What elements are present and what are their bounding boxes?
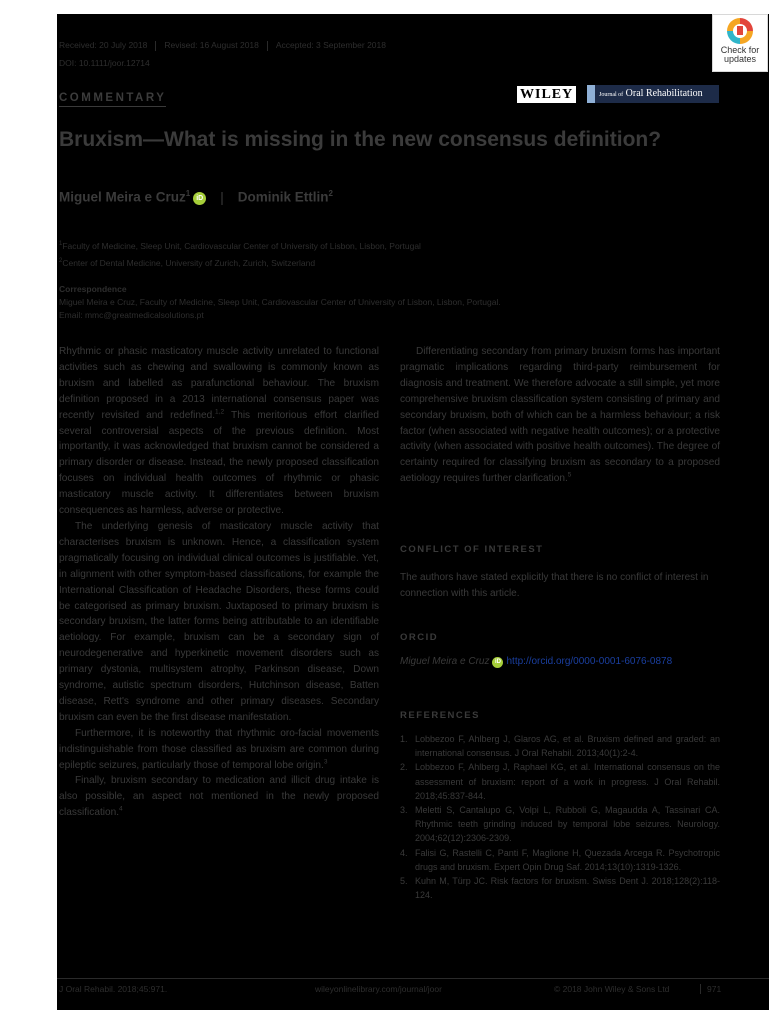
body-paragraph: Differentiating secondary from primary bruxism forms has important pragmatic implications regarding third-party reimbursement for diagnosis and treatment. We therefore advocate a still simple, yet more comprehensive bruxism classification system consisting of primary and secondary bruxism, both of which can be a harmless behaviour; a risk factor (when associated with negative health outcomes); or a protective activity (when associated with positive health outcomes). The degree of certainty required for classifying bruxism as secondary to a proposed aetiology requires further clarification.$^5$: [400, 346, 720, 485]
section-label: COMMENTARY: [59, 92, 166, 107]
footer-citation: J Oral Rehabil. 2018;45:971.: [59, 984, 168, 994]
reference-item: 3. Meletti S, Cantalupo G, Volpi L, Rubboli G, Magaudda A, Tassinari CA. Rhythmic teeth grinding induced by temporal lobe seizures. Neurology. 2004;62(12):2306-2309.: [400, 805, 720, 844]
accepted-date: Accepted: 3 September 2018: [275, 40, 386, 50]
orcid-author: Miguel Meira e Cruz: [400, 656, 490, 667]
citation-marker: 5: [567, 471, 572, 479]
author-affil-marker: 2: [328, 189, 333, 198]
citation-marker: 3: [323, 758, 328, 766]
author-affil-marker: 1: [185, 189, 191, 198]
revised-date: Revised: 16 August 2018: [164, 40, 259, 50]
author-separator: |: [220, 189, 224, 205]
orcid-entry: [400, 656, 672, 668]
affiliation-text: Center of Dental Medicine, University of Zurich, Zurich, Switzerland: [62, 258, 316, 268]
divider: [267, 41, 268, 51]
body-paragraph: Finally, bruxism secondary to medication and illicit drug intake is also possible, an aspect not mentioned in the newly proposed classification.$^4$: [59, 775, 379, 819]
badge-line-1: Check for: [720, 45, 760, 55]
badge-line-2: updates: [723, 54, 757, 64]
affil-marker: 2: [59, 258, 63, 265]
reference-item: 5. Kuhn M, Türp JC. Risk factors for bruxism. Swiss Dent J. 2018;128(2):118-124.: [400, 876, 720, 901]
correspondence-email: Email: mmc@greatmedicalsolutions.pt: [59, 310, 204, 320]
crossmark-icon: [727, 18, 753, 44]
page-footer: [57, 978, 769, 994]
reference-item: 2. Lobbezoo F, Ahlberg J, Raphael KG, et al. International consensus on the assessment of bruxism: report of a work in progress. J Oral Rehabil. 2018;45:837-844.: [400, 762, 720, 801]
affil-marker: 1: [59, 241, 63, 248]
orcid-icon: iD: [492, 657, 503, 668]
body-paragraph: Furthermore, it is noteworthy that rhythmic oro-facial movements indistinguishable from those classified as bruxism are common during epileptic seizures, particularly those of temporal lobe origin.$^3$: [59, 727, 379, 771]
orcid-heading: ORCID: [400, 632, 439, 643]
affiliation-text: Faculty of Medicine, Sleep Unit, Cardiovascular Center of University of Lisbon, Lisbon, Portugal: [62, 241, 421, 251]
article-title: Bruxism—What is missing in the new consensus definition?: [59, 128, 662, 151]
check-for-updates-badge[interactable]: [712, 14, 768, 72]
body-column-left: [59, 344, 379, 821]
history-dates: [59, 40, 386, 51]
conflict-heading: CONFLICT OF INTEREST: [400, 544, 544, 555]
bookmark-icon: [737, 26, 743, 35]
article-page: [57, 14, 769, 1010]
body-paragraph: The underlying genesis of masticatory muscle activity that characterises bruxism is unknown. Hence, a classification system pragmatically focusing on individual clinical outcomes is justifiable. Yet, in alignment with other symptom-based classifications, for example the International Classification of Headache Disorders, these forms could be categorised as primary bruxism. Juxtaposed to primary bruxism is secondary bruxism, the latter forms being attributable to an identifiable aetiology. For example, bruxism can be a secondary sign of neurodegenerative and hyperkinetic movement disorders such as primary dystonia, multisystem atrophy, Parkinson disease, Down syndrome, autistic spectrum disorders, Hutchinson disease, Batten disease, Rett's syndrome and other primary diseases. Secondary bruxism can even be the first disease manifestation.: [59, 520, 379, 723]
author-name: Miguel Meira e Cruz: [59, 189, 186, 205]
author-line: [59, 189, 333, 205]
references-heading: REFERENCES: [400, 710, 480, 721]
body-paragraph: Rhythmic or phasic masticatory muscle activity unrelated to functional activities such as chewing and swallowing is commonly known as bruxism and labelled as parafunctional behaviour. The bruxism definition proposed in a 2013 international consensus paper was recently revisited and redefined.$^{1,2}$ This meritorious effort clarified several controversial aspects of the previous definition. Most importantly, it was acknowledged that bruxism cannot be considered a primary disorder or disease. Instead, the newly proposed classification focuses on individual health outcomes of rhythmic or phasic masticatory muscle activity. It differentiates between bruxism consequences as harmless, adverse or protective.: [59, 346, 379, 517]
citation-marker: 4: [119, 805, 123, 813]
affiliation: [59, 258, 315, 268]
author-name: Dominik Ettlin: [237, 189, 329, 205]
correspondence-address: Miguel Meira e Cruz, Faculty of Medicine, Sleep Unit, Cardiovascular Center of University of Lisbon, Lisbon, Portugal.: [59, 297, 501, 307]
body-column-right: [400, 344, 720, 487]
journal-prefix: Journal of: [599, 92, 624, 98]
correspondence-heading: Correspondence: [59, 284, 127, 294]
conflict-text: The authors have stated explicitly that there is no conflict of interest in connection with this article.: [400, 572, 709, 599]
reference-item: 1. Lobbezoo F, Ahlberg J, Glaros AG, et al. Bruxism defined and graded: an international consensus. J Oral Rehabil. 2013;40(1):2-4.: [400, 734, 720, 759]
reference-list: [400, 732, 720, 902]
divider: [155, 41, 156, 51]
orcid-icon[interactable]: iD: [193, 192, 206, 205]
page-number: 971: [700, 984, 721, 994]
journal-logo-bar: [587, 85, 595, 103]
affiliation: [59, 241, 421, 251]
orcid-link[interactable]: http://orcid.org/0000-0001-6076-0878: [506, 656, 673, 667]
footer-copyright: © 2018 John Wiley & Sons Ltd: [554, 984, 670, 994]
journal-logo: [587, 85, 719, 103]
footer-website[interactable]: wileyonlinelibrary.com/journal/joor: [315, 984, 442, 994]
doi: DOI: 10.1111/joor.12714: [59, 58, 150, 68]
citation-marker: 1,2: [215, 408, 225, 416]
wiley-logo: WILEY: [517, 86, 576, 103]
reference-item: 4. Falisi G, Rastelli C, Panti F, Maglione H, Quezada Arcega R. Psychotropic drugs and bruxism. Expert Opin Drug Saf. 2014;13(10):1319-1326.: [400, 847, 720, 872]
received-date: Received: 20 July 2018: [59, 40, 148, 50]
journal-name: Oral Rehabilitation: [625, 88, 703, 99]
